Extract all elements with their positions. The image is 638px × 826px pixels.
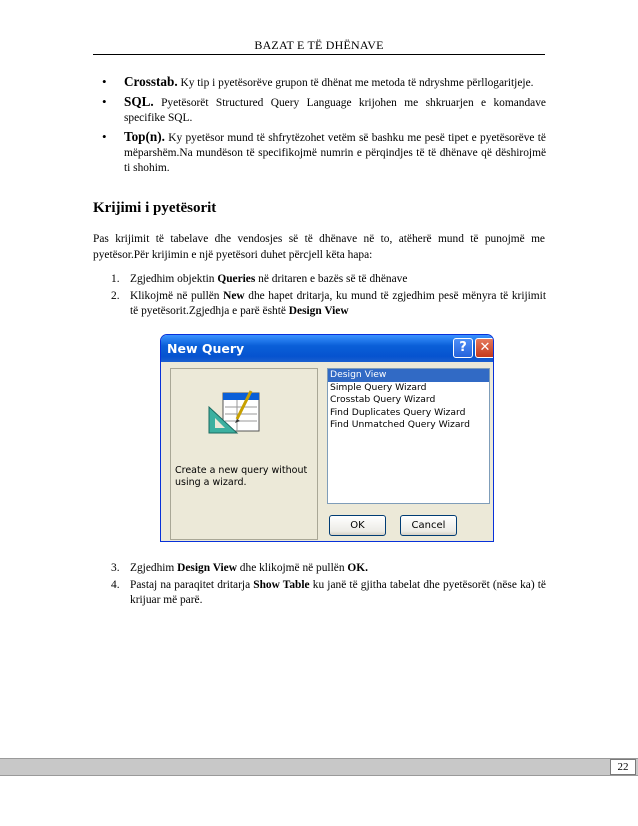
query-type-list[interactable] xyxy=(327,368,490,504)
page-number: 22 xyxy=(610,759,636,775)
list-item xyxy=(111,272,546,287)
list-item xyxy=(111,289,546,319)
step-text: dhe klikojmë në pullën xyxy=(236,562,348,574)
steps-list xyxy=(111,272,546,321)
step-text: ku janë të gjitha tabelat dhe pyetësorët (nëse ka) të krijuar më parë. xyxy=(130,579,546,606)
step-number: 3. xyxy=(111,562,120,574)
list-item[interactable]: Simple Query Wizard xyxy=(330,381,427,393)
ok-button[interactable]: OK xyxy=(329,515,386,536)
query-wizard-icon xyxy=(207,383,267,443)
bullet-term: Crosstab. xyxy=(124,74,178,89)
bullet-text: Ky pyetësor mund të shfrytëzohet vetëm së bashku me pesë tipet e pyetësorëve të mëparshëm.Na mundëson të specifikojmë numrin e përqindjes të të dhënave që dëshirojmë ti shohim. xyxy=(124,132,546,174)
dialog-titlebar[interactable] xyxy=(161,335,493,362)
bullet-icon: • xyxy=(102,94,107,109)
list-item[interactable]: Crosstab Query Wizard xyxy=(330,394,436,405)
bullet-text: Pyetësorët Structured Query Language krijohen me shkruarjen e komandave specifike SQL. xyxy=(124,97,546,124)
list-item[interactable]: Find Duplicates Query Wizard xyxy=(330,406,466,418)
bullet-icon: • xyxy=(102,129,107,144)
list-item[interactable]: Find Unmatched Query Wizard xyxy=(330,419,470,430)
step-text: në dritaren e bazës së të dhënave xyxy=(255,273,408,285)
dialog-description: Create a new query without using a wizard. xyxy=(175,465,308,488)
step-text: Zgjedhim objektin xyxy=(130,273,218,285)
list-item xyxy=(111,561,546,576)
step-keyword: Show Table xyxy=(253,579,310,591)
new-query-dialog xyxy=(160,334,494,542)
list-item[interactable]: Design View xyxy=(328,369,489,382)
list-item xyxy=(100,74,546,91)
list-item xyxy=(100,129,546,176)
footer-bar xyxy=(0,758,638,776)
preview-panel xyxy=(170,368,318,540)
step-number: 4. xyxy=(111,579,120,591)
bullet-term: Top(n). xyxy=(124,129,165,144)
step-text: Pastaj na paraqitet dritarja xyxy=(130,579,254,591)
help-icon[interactable]: ? xyxy=(453,338,473,358)
step-keyword: Design View xyxy=(177,562,237,574)
bullet-text: Ky tip i pyetësorëve grupon të dhënat me metoda të ndryshme përllogaritjeje. xyxy=(177,77,534,89)
list-item xyxy=(111,578,546,608)
intro-paragraph: Pas krijimit të tabelave dhe vendosjes së të dhënave në to, atëherë mund të punojmë me pyetësor.Për krijimin e një pyetësori duhet përcjell këta hapa: xyxy=(93,233,545,261)
bullet-term: SQL. xyxy=(124,94,154,109)
step-text: Klikojmë në pullën xyxy=(130,290,224,302)
step-keyword: OK. xyxy=(347,562,368,574)
step-text: dhe hapet dritarja, ku mund të zgjedhim pesë mënyra të krijimit të pyetësorit.Zgjedhja e parë është xyxy=(130,290,546,317)
step-keyword: Queries xyxy=(217,273,256,285)
step-keyword: Design View xyxy=(288,305,349,317)
section-title: Krijimi i pyetësorit xyxy=(93,200,217,216)
bullet-icon: • xyxy=(102,74,107,89)
step-keyword: New xyxy=(223,290,245,302)
close-icon[interactable]: ✕ xyxy=(475,338,494,358)
step-number: 1. xyxy=(111,273,120,285)
header-divider xyxy=(93,54,545,55)
dialog-title: New Query xyxy=(167,341,245,356)
query-types-list xyxy=(100,74,546,179)
step-text: Zgjedhim xyxy=(130,562,178,574)
step-number: 2. xyxy=(111,290,120,302)
cancel-button[interactable]: Cancel xyxy=(400,515,457,536)
steps-list-continued xyxy=(111,561,546,610)
list-item xyxy=(100,94,546,126)
page-header: BAZAT E TË DHËNAVE xyxy=(254,38,384,52)
